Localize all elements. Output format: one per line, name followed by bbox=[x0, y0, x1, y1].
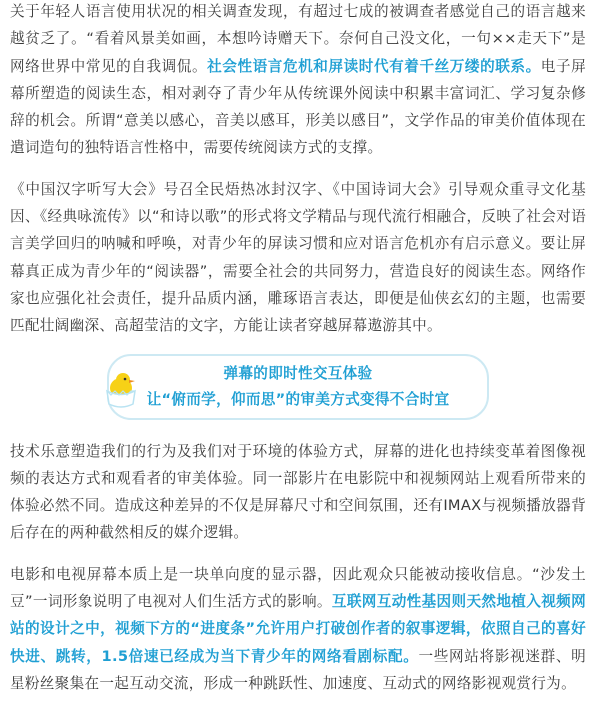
paragraph-4-highlight: 互联网互动性基因则天然地植入视频网站的设计之中，视频下方的“进度条”允许用户打破创作者的叙事逻辑，依照自己的喜好快进、跳转，1.5倍速已经成为当下青少年的网络看剧标配。 bbox=[10, 593, 586, 665]
paragraph-1-highlight: 社会性语言危机和屏读时代有着千丝万缕的联系。 bbox=[207, 57, 541, 75]
paragraph-1 bbox=[10, 0, 586, 162]
paragraph-3 bbox=[10, 438, 586, 547]
callout-subtitle: 让“俯而学，仰而思”的审美方式变得不合时宜 bbox=[146, 390, 450, 408]
paragraph-2 bbox=[10, 176, 586, 340]
paragraph-3-text: 技术乐意塑造我们的行为及我们对于环境的体验方式，屏幕的进化也持续变革着图像视频的表达方式和观看者的审美体验。同一部影片在电影院中和视频网站上观看所带来的体验必然不同。造成这种差异的不仅是屏幕尺寸和空间氛围，还有IMAX与视频播放器背后存在的两种截然相反的媒介逻辑。 bbox=[10, 442, 586, 542]
paragraph-4-text-b: 一些网站将影视迷群、明星粉丝聚集在一起互动交流，形成一种跳跃性、加速度、互动式的网络影视观赏行为。 bbox=[10, 647, 586, 692]
paragraph-1-text-a: 关于年轻人语言使用状况的相关调查发现，有超过七成的被调查者感觉自己的语言越来越贫乏了。“看着风景美如画，本想吟诗赠天下。奈何自己没文化，一句××走天下”是网络世界中常见的自我调侃。 bbox=[10, 3, 586, 75]
callout-title: 弹幕的即时性交互体验 bbox=[223, 364, 373, 382]
paragraph-4 bbox=[10, 561, 586, 697]
section-callout bbox=[107, 354, 489, 420]
paragraph-4-text-a: 电影和电视屏幕本质上是一块单向度的显示器，因此观众只能被动接收信息。“沙发土豆”一词形象说明了电视对人们生活方式的影响。 bbox=[10, 565, 586, 611]
paragraph-2-text: 《中国汉字听写大会》号召全民焐热冰封汉字、《中国诗词大会》引导观众重寻文化基因、《经典咏流传》以“和诗以歌”的形式将文学精品与现代流行相融合，反映了社会对语言美学回归的呐喊和呼唤，对青少年的屏读习惯和应对语言危机亦有启示意义。要让屏幕真正成为青少年的“阅读器”，需要全社会的共同努力，营造良好的阅读生态。网络作家也应强化社会责任，提升品质内涵，雕琢语言表达，即便是仙侠玄幻的主题，也需要匹配壮阔幽深、高超莹洁的文字，方能让读者穿越屏幕遨游其中。 bbox=[10, 180, 586, 335]
paragraph-1-text-b: 电子屏幕所塑造的阅读生态，相对剥夺了青少年从传统课外阅读中积累丰富词汇、学习复杂修辞的机会。所谓“意美以感心，音美以感耳，形美以感目”，文学作品的审美价值体现在遣词造句的独特语言性格中，需要传统阅读方式的支撑。 bbox=[10, 57, 586, 157]
